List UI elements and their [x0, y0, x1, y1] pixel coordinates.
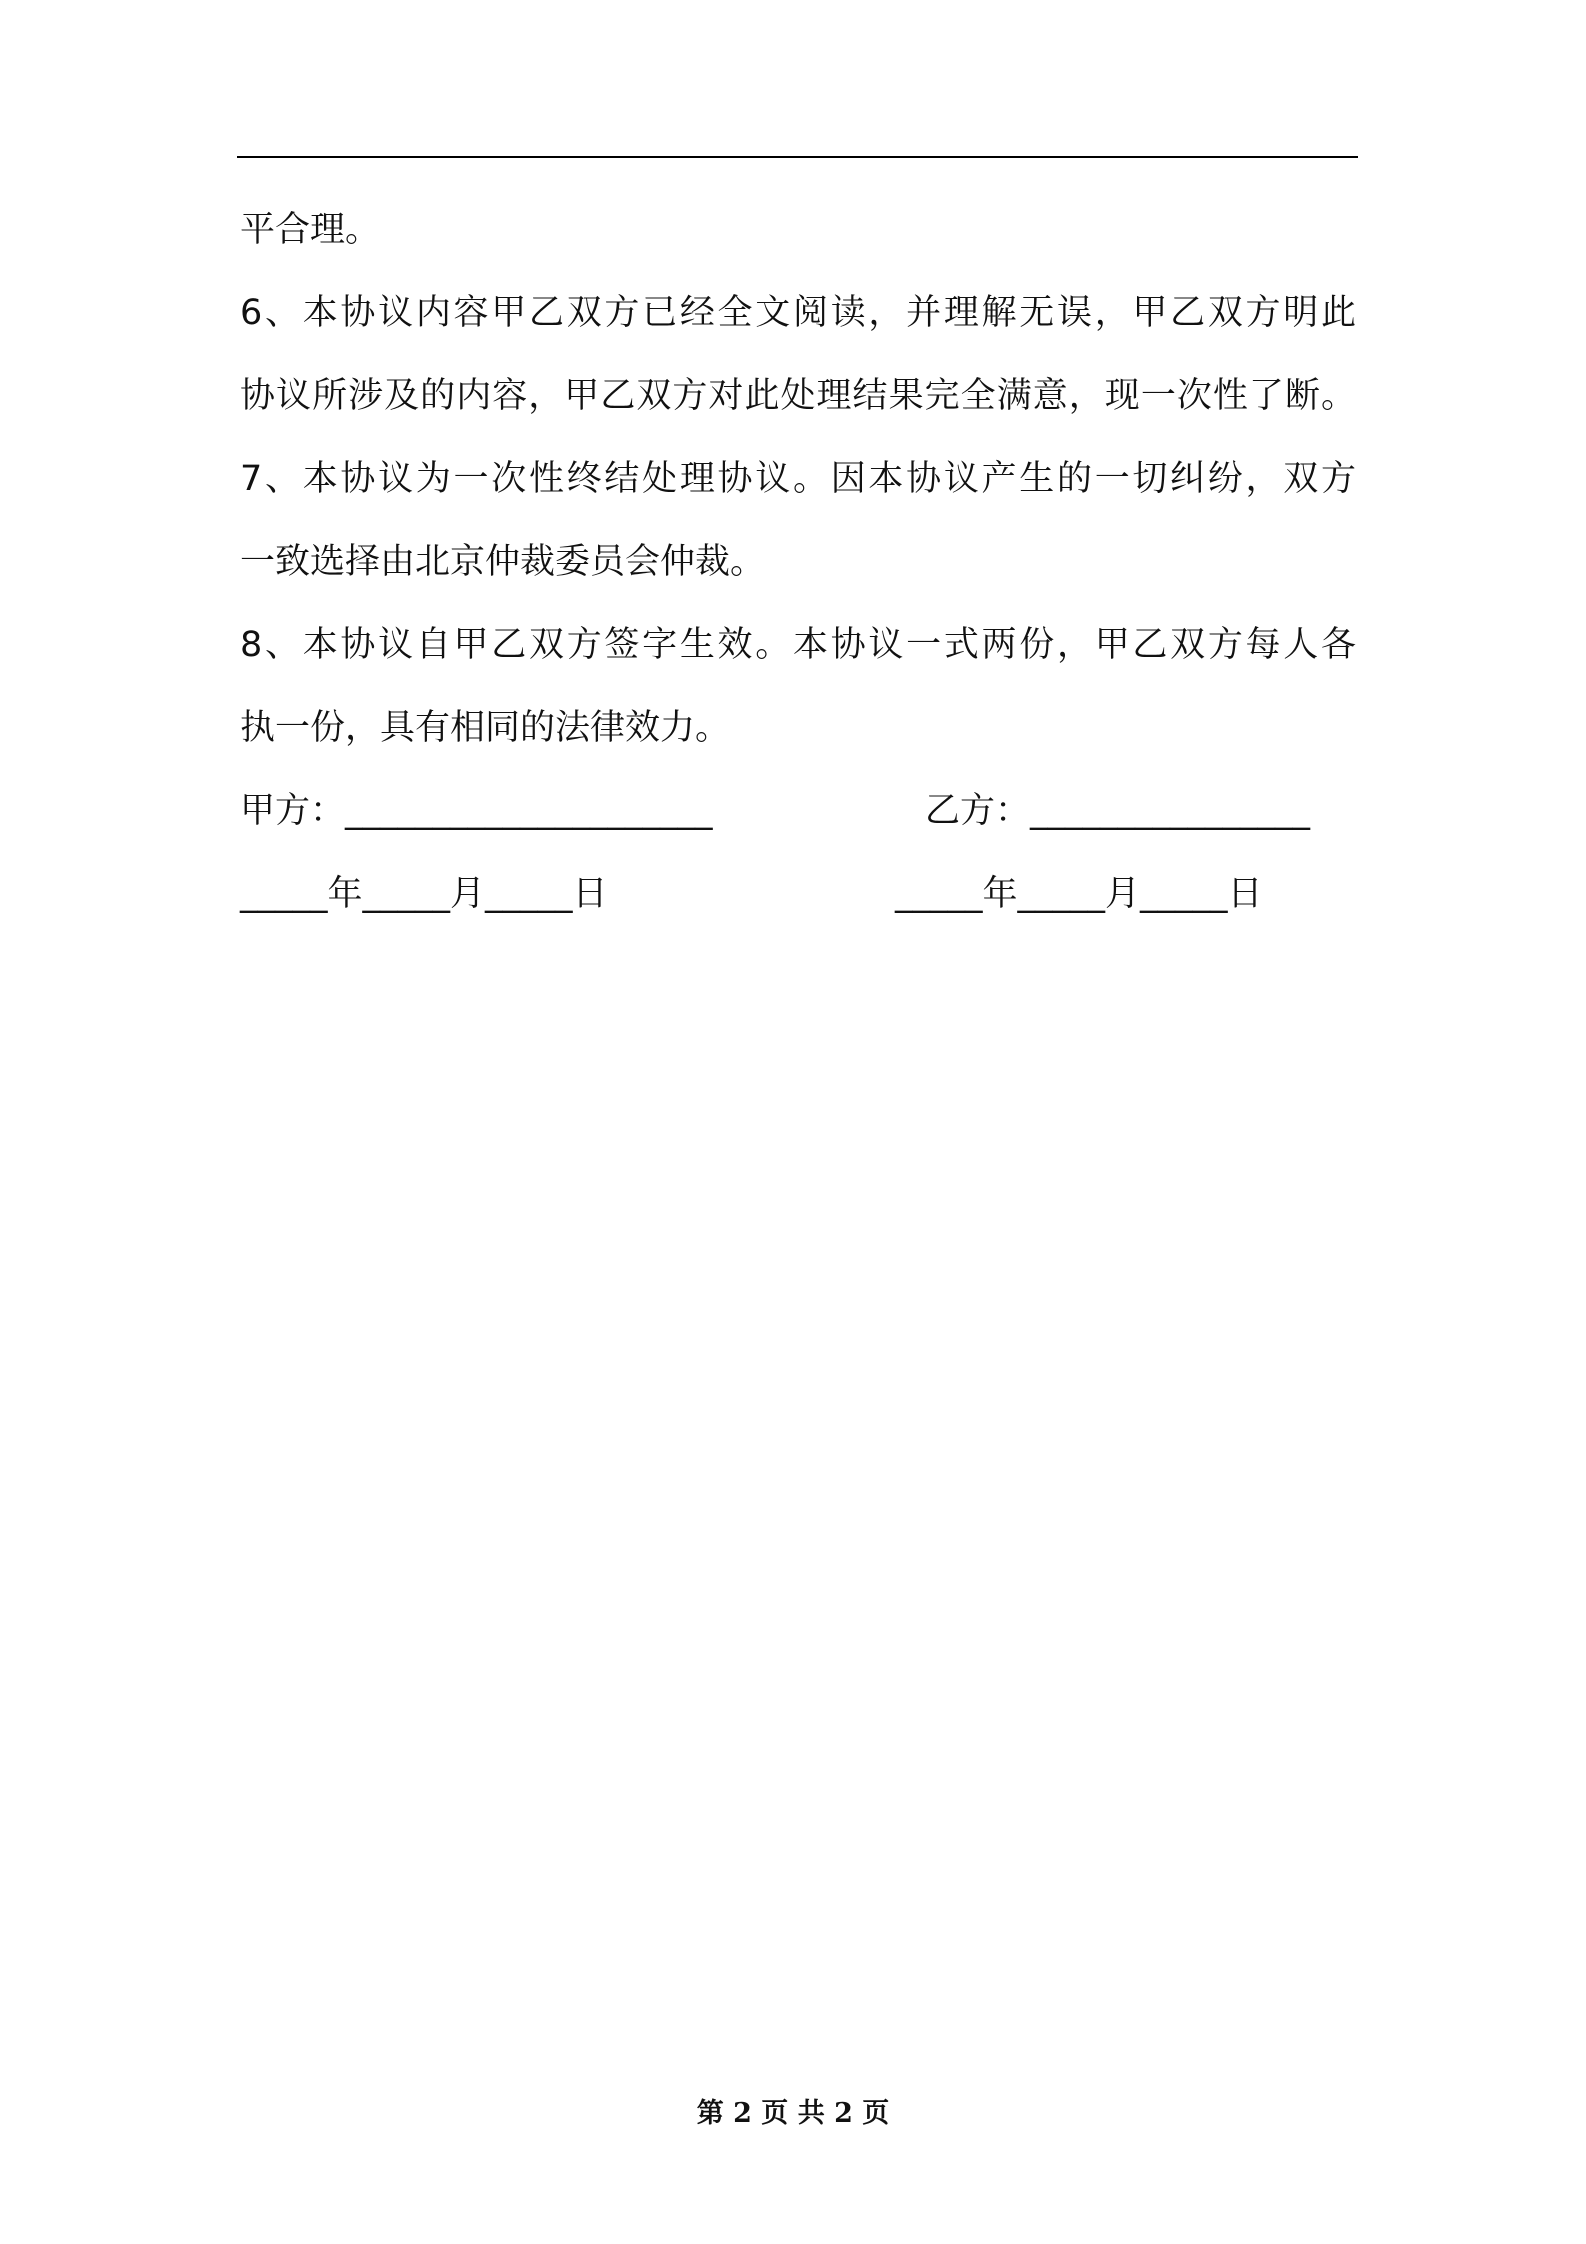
page-number: 第 2 页 共 2 页	[696, 2098, 890, 2129]
party-a-date: _____年_____月_____日	[240, 874, 608, 914]
paragraph-line: 平合理。	[240, 210, 381, 250]
paragraph-line: 7、本协议为一次性终结处理协议。因本协议产生的一切纠纷，双方	[240, 459, 1356, 499]
paragraph-line: 一致选择由北京仲裁委员会仲裁。	[240, 542, 766, 582]
paragraph-line: 6、本协议内容甲乙双方已经全文阅读，并理解无误，甲乙双方明此	[240, 293, 1356, 333]
paragraph-line: 8、本协议自甲乙双方签字生效。本协议一式两份，甲乙双方每人各	[240, 625, 1356, 665]
party-b-signature: 乙方：________________	[925, 791, 1311, 831]
party-b-date: _____年_____月_____日	[895, 874, 1263, 914]
paragraph-line: 执一份，具有相同的法律效力。	[240, 708, 731, 748]
party-a-signature: 甲方：_____________________	[240, 791, 713, 831]
header-rule	[237, 156, 1358, 158]
paragraph-line: 协议所涉及的内容，甲乙双方对此处理结果完全满意，现一次性了断。	[240, 376, 1356, 416]
